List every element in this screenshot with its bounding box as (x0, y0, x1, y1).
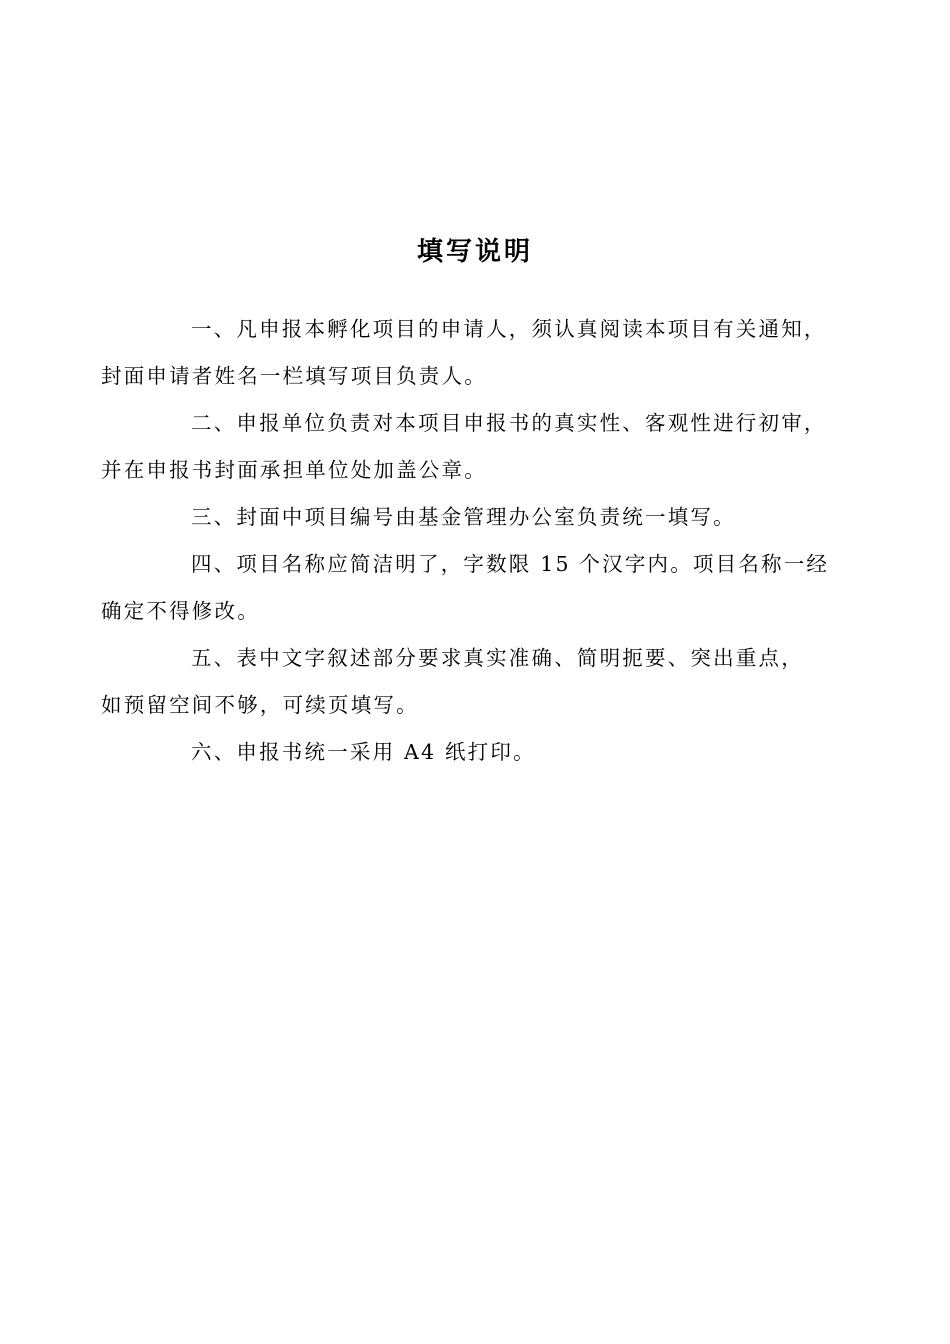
instruction-line: 四、项目名称应简洁明了，字数限 15 个汉字内。项目名称一经 (191, 552, 830, 576)
instruction-item-5 (101, 635, 836, 729)
instruction-line: 三、封面中项目编号由基金管理办公室负责统一填写。 (191, 505, 736, 529)
instruction-item-1 (101, 306, 836, 400)
instruction-item-4 (101, 541, 836, 635)
instruction-line: 六、申报书统一采用 A4 纸打印。 (191, 740, 536, 764)
instruction-line: 确定不得修改。 (101, 599, 260, 623)
instruction-line: 封面申请者姓名一栏填写项目负责人。 (101, 364, 487, 388)
instruction-item-2 (101, 400, 836, 494)
instructions-list (101, 306, 836, 776)
instruction-line: 二、申报单位负责对本项目申报书的真实性、客观性进行初审， (191, 411, 827, 435)
page-title: 填写说明 (416, 237, 533, 267)
instruction-item-3 (146, 494, 836, 541)
instruction-item-6 (146, 729, 836, 776)
instruction-line: 一、凡申报本孵化项目的申请人，须认真阅读本项目有关通知， (191, 317, 827, 341)
instruction-line: 五、表中文字叙述部分要求真实准确、简明扼要、突出重点， (191, 646, 804, 670)
instruction-line: 如预留空间不够，可续页填写。 (101, 693, 419, 717)
instruction-line: 并在申报书封面承担单位处加盖公章。 (101, 458, 487, 482)
